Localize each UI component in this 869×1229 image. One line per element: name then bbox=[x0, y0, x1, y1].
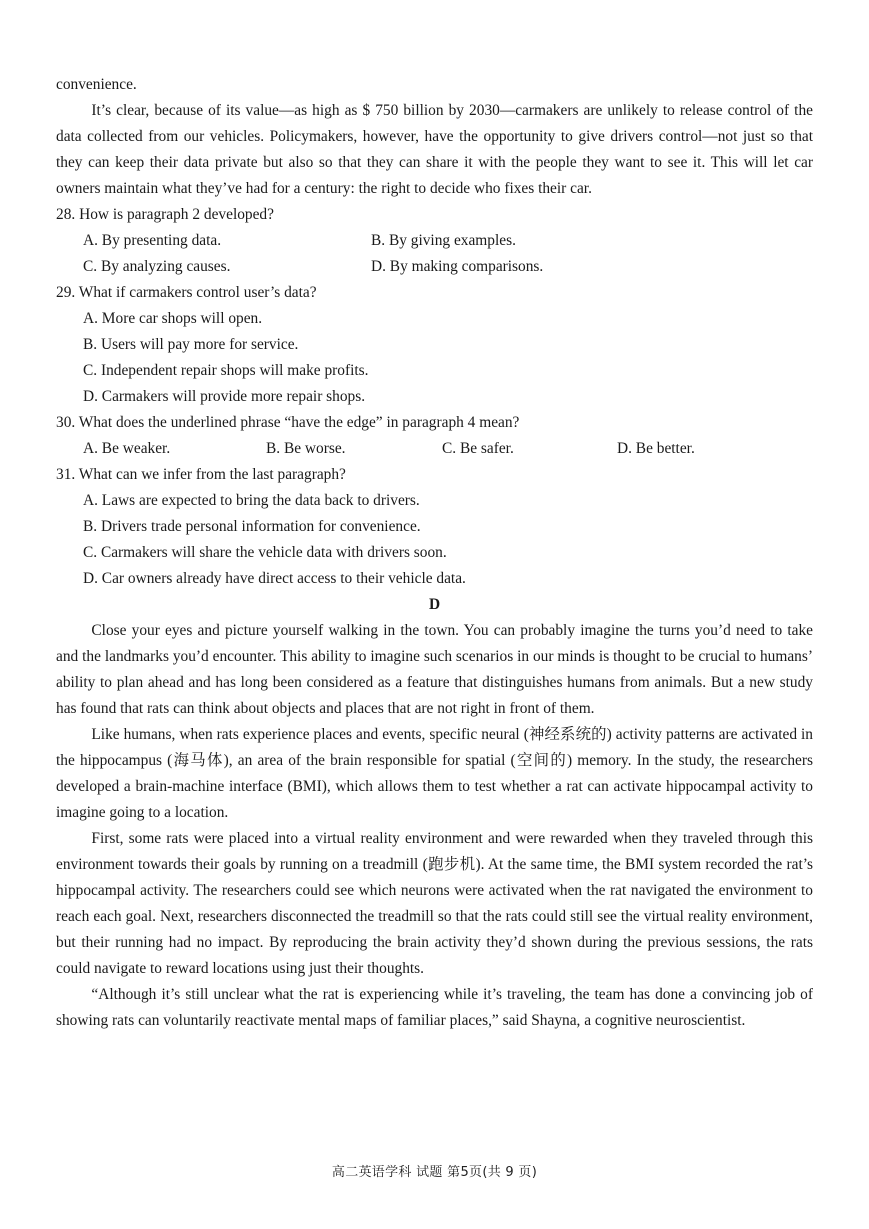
question-stem: 30. What does the underlined phrase “have the edge” in paragraph 4 mean? bbox=[56, 414, 520, 431]
passage-d-paragraph-1: Close your eyes and picture yourself walking in the town. You can probably imagine the turns you’d need to take and the landmarks you’d encounter. This ability to imagine such scenarios in our minds is thought to be crucial to humans’ ability to plan ahead and has long been considered as a feature that distinguishes humans from animals. But a new study has found that rats can think about objects and places that are not right in front of them. bbox=[56, 622, 813, 717]
passage-d-paragraph-4: “Although it’s still unclear what the rat is experiencing while it’s traveling, the team has done a convincing job of showing rats can voluntarily reactivate mental maps of familiar places,” said Shayna, a cognitive neuroscientist. bbox=[56, 986, 813, 1029]
option-d: D. Carmakers will provide more repair shops. bbox=[83, 388, 366, 405]
option-a: A. Laws are expected to bring the data back to drivers. bbox=[83, 492, 420, 509]
option-a: A. More car shops will open. bbox=[83, 310, 263, 327]
option-row bbox=[56, 436, 813, 462]
question-stem: 29. What if carmakers control user’s data? bbox=[56, 284, 317, 301]
option-b: B. Drivers trade personal information for convenience. bbox=[83, 518, 421, 535]
option-d: D. By making comparisons. bbox=[371, 258, 544, 275]
option-c: C. Carmakers will share the vehicle data with drivers soon. bbox=[83, 544, 447, 561]
option-d: D. Be better. bbox=[617, 440, 695, 457]
exam-page bbox=[56, 72, 813, 1034]
option-d: D. Car owners already have direct access to their vehicle data. bbox=[83, 570, 466, 587]
option-c: C. Independent repair shops will make profits. bbox=[83, 362, 369, 379]
option-a: A. By presenting data. bbox=[83, 232, 222, 249]
option-row bbox=[56, 254, 813, 280]
question-29 bbox=[56, 280, 813, 410]
passage-c-last-paragraph: It’s clear, because of its value—as high as $ 750 billion by 2030—carmakers are unlikely to release control of the data collected from our vehicles. Policymakers, however, have the opportunity to give drivers control—not just so that they can keep their data private but also so that they can share it with the people they want to see it. This will let car owners maintain what they’ve had for a century: the right to decide who fixes their car. bbox=[56, 102, 813, 197]
option-row bbox=[56, 228, 813, 254]
option-c: C. By analyzing causes. bbox=[83, 258, 231, 275]
question-28 bbox=[56, 202, 813, 280]
question-31 bbox=[56, 462, 813, 592]
passage-d-paragraph-2: Like humans, when rats experience places and events, specific neural (神经系统的) activity patterns are activated in the hippocampus (海马体), an area of the brain responsible for spatial (空间的) memory. In the study, the researchers developed a brain-machine interface (BMI), which allows them to test whether a rat can activate hippocampal activity to imagine going to a location. bbox=[56, 726, 813, 821]
option-a: A. Be weaker. bbox=[83, 440, 171, 457]
page-footer: 高二英语学科 试题 第5页(共 9 页) bbox=[331, 1165, 538, 1180]
question-30 bbox=[56, 410, 813, 462]
passage-c-fragment: convenience. bbox=[56, 76, 137, 93]
passage-d-paragraph-3: First, some rats were placed into a virtual reality environment and were rewarded when they traveled through this environment towards their goals by running on a treadmill (跑步机). At the same time, the BMI system recorded the rat’s hippocampal activity. The researchers could see which neurons were activated when the rat navigated the environment to reach each goal. Next, researchers disconnected the treadmill so that the rats could still see the virtual reality environment, but their running had no impact. By reproducing the brain activity they’d shown during the previous sessions, the rats could navigate to reward locations using just their thoughts. bbox=[56, 830, 813, 977]
option-b: B. By giving examples. bbox=[371, 232, 516, 249]
option-c: C. Be safer. bbox=[442, 440, 514, 457]
question-stem: 28. How is paragraph 2 developed? bbox=[56, 206, 274, 223]
passage-d-heading: D bbox=[428, 596, 441, 613]
question-stem: 31. What can we infer from the last paragraph? bbox=[56, 466, 346, 483]
option-b: B. Be worse. bbox=[266, 440, 346, 457]
option-b: B. Users will pay more for service. bbox=[83, 336, 299, 353]
